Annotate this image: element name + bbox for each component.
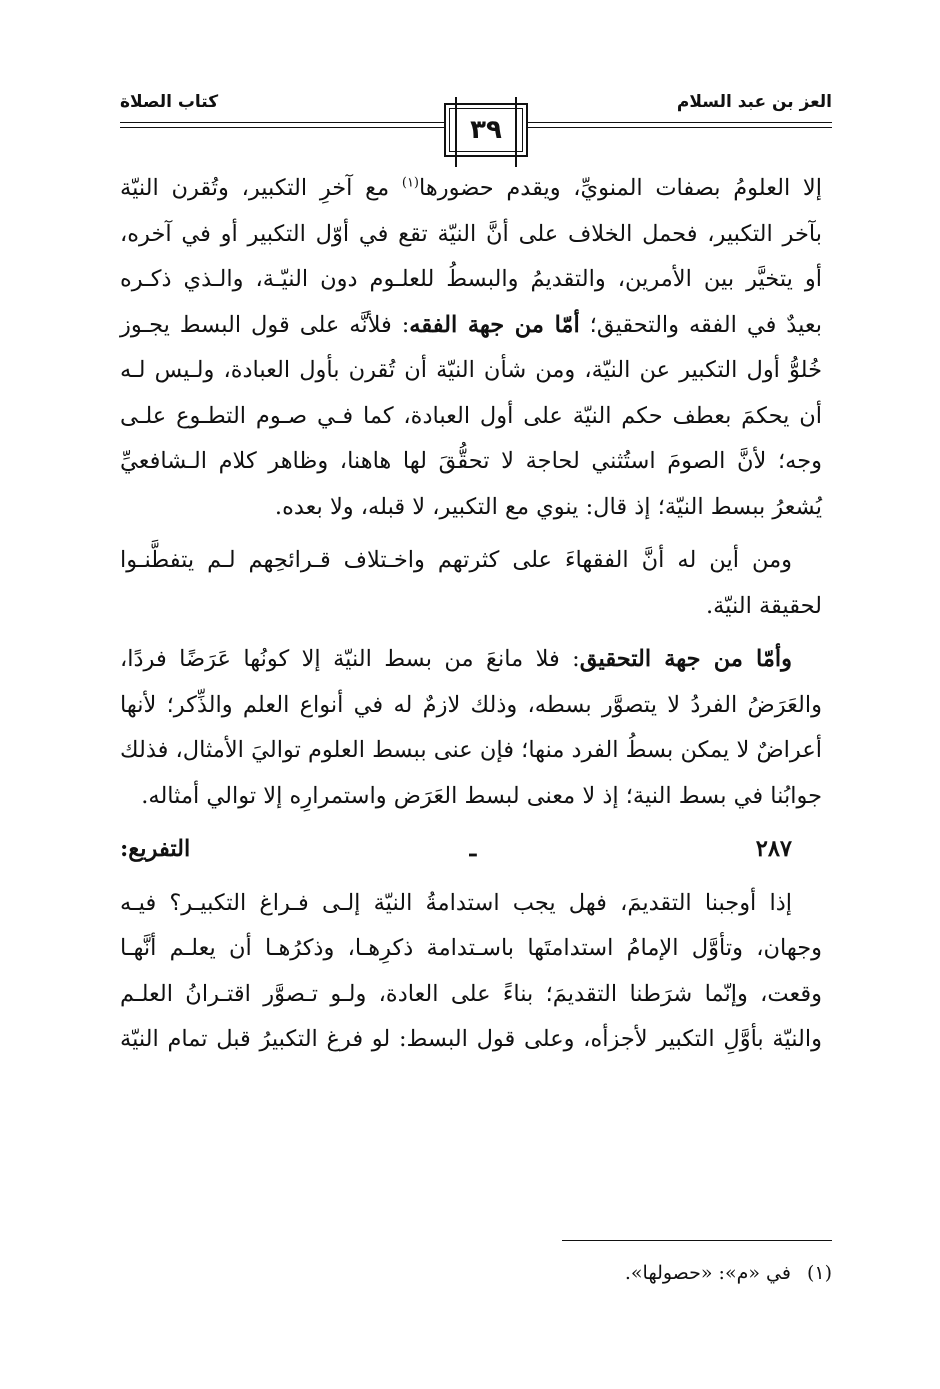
paragraph-gap	[120, 629, 822, 637]
line-text: وجه؛ لأنَّ الصومَ استُثني لحاجة لا تحقُّقَ لها هاهنا، وظاهر كلام الـشافعيِّ	[120, 448, 822, 474]
line-text: والعَرَضُ الفردُ لا يتصوَّر بسطه، وذلك لازمٌ له في أنواع العلم والذِّكر؛ لأنها	[120, 691, 822, 718]
footnote-marker: (١)	[806, 1262, 832, 1284]
line-text: لحقيقة النيّة.	[705, 592, 822, 619]
text-line	[120, 972, 822, 1018]
line-text: يُشعرُ ببسط النيّة؛ إذ قال: ينوي مع التكبير، لا قبله، ولا بعده.	[274, 493, 822, 520]
line-text: بعيدٌ في الفقه والتحقيق؛	[579, 311, 822, 338]
text-line	[120, 881, 822, 927]
bold-phrase: وأمّا من جهة التحقيق	[579, 646, 793, 672]
line-text: جوابُنا في بسط النية؛ إذ لا معنى لبسط العَرَض واستمرارِه إلا توالي أمثاله.	[141, 782, 822, 809]
text-line	[120, 1017, 822, 1063]
line-text: بآخر التكبير، فحمل الخلاف على أنَّ النيّة تقع في أوّل التكبير أو في آخره،	[120, 220, 822, 247]
line-text: ومن أين له أنَّ الفقهاءَ على كثرتهم واخـتلاف قـرائحِهم لـم يتفطَّنـوا	[120, 547, 792, 573]
page-number-frame	[444, 103, 528, 157]
footnote-rule	[562, 1240, 832, 1241]
section-heading: ٢٨٧ ـ التفريع:	[120, 836, 792, 862]
text-line	[120, 212, 822, 258]
text-line	[120, 303, 822, 349]
header-rule-right-thin	[528, 127, 832, 128]
footnote	[625, 1262, 832, 1284]
text-line	[120, 394, 822, 440]
bold-phrase: أمّا من جهة الفقه	[409, 311, 580, 338]
text-line	[120, 257, 822, 303]
text-line	[120, 538, 822, 584]
line-text: وجهان، وتأوَّل الإمامُ استدامتَها باسـتدامة ذكرِهـا، وذكرُهـا أن يعلـم أنَّهـا	[120, 935, 822, 961]
line-text: : فلا مانعَ من بسط النيّة إلا كونُها عَرَضًا فردًا،	[120, 646, 580, 672]
text-line	[120, 683, 822, 729]
line-text: أن يحكمَ بعطف حكم النيّة على أول العبادة، كما فـي صـوم التطـوع علـى	[120, 402, 822, 429]
header-rule-left	[120, 122, 445, 123]
line-text: أو يتخيَّر بين الأمرين، والتقديمُ والبسطُ للعلـوم دون النيّـة، والـذي ذكـره	[120, 266, 822, 292]
text-line	[120, 166, 822, 212]
footnote-ref: (١)	[401, 175, 419, 191]
text-line	[120, 774, 822, 820]
text-line	[120, 348, 822, 394]
text-line	[120, 637, 822, 683]
header-rule-left-thin	[120, 127, 445, 128]
paragraph-gap	[120, 873, 822, 881]
line-text: أعراضٌ لا يمكن بسطُ الفرد منها؛ فإن عنى ببسط العلوم تواليَ الأمثال، فذلك	[120, 737, 822, 763]
line-text: وقعت، وإنّما شرَطنا التقديمَ؛ بناءً على العادة، ولـو تـصوَّر اقتـرانُ العلـم	[120, 980, 822, 1007]
paragraph-gap	[120, 530, 822, 538]
text-line	[120, 485, 822, 531]
text-line	[120, 584, 822, 630]
paragraph-gap	[120, 819, 822, 827]
footnote-text: في «م»: «حصولها».	[624, 1262, 791, 1284]
main-text	[120, 166, 822, 1063]
text-line	[120, 439, 822, 485]
running-head-book: كتاب الصلاة	[120, 92, 219, 112]
header-rule-right	[528, 122, 832, 123]
text-line	[120, 827, 822, 873]
line-text: مع آخرِ التكبير، وتُقرن النيّة	[120, 175, 402, 201]
line-text: إلا العلومُ بصفات المنويِّ، ويقدم حضورها	[419, 175, 822, 201]
text-line	[120, 926, 822, 972]
line-text: والنيّة بأوَّلِ التكبير لأجزأه، وعلى قول البسط: لو فرغ التكبيرُ قبل تمام النيّة	[120, 1026, 822, 1052]
running-head-author: العز بن عبد السلام	[676, 92, 832, 112]
line-text: إذا أوجبنا التقديمَ، فهل يجب استدامةُ النيّة إلـى فـراغ التكبيـر؟ فيـه	[120, 889, 792, 916]
page-number: ٣٩	[470, 115, 502, 145]
line-text: : فلأنَّه على قول البسط يجـوز	[120, 311, 410, 338]
line-text: خُلوُّ أول التكبير عن النيّة، ومن شأن النيّة أن تُقرن بأول العبادة، ولـيس لـه	[120, 357, 822, 383]
text-line	[120, 728, 822, 774]
